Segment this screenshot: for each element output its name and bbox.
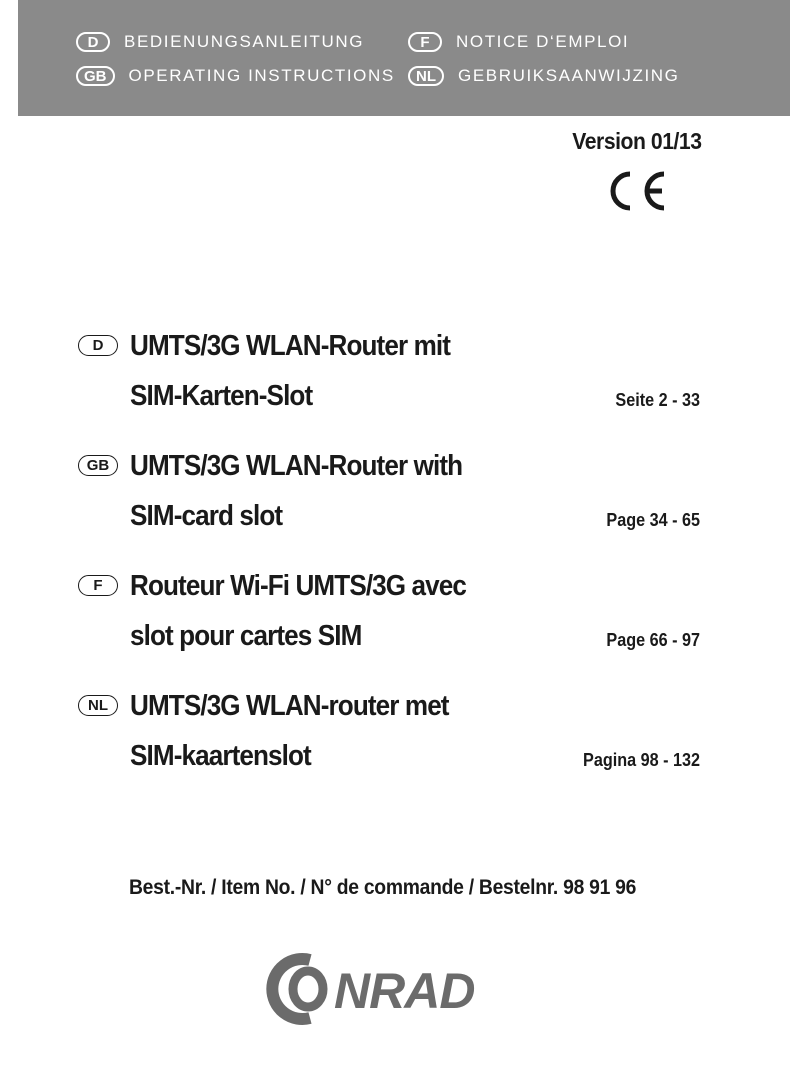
header-row-nl bbox=[408, 66, 680, 86]
header-title-d: BEDIENUNGSANLEITUNG bbox=[124, 32, 365, 51]
product-title-line2: SIM-card slot bbox=[130, 500, 283, 532]
product-title-line2: SIM-kaartenslot bbox=[130, 740, 311, 772]
ce-mark-icon bbox=[600, 166, 670, 216]
product-title-line1: UMTS/3G WLAN-Router mit bbox=[130, 330, 451, 362]
product-title-line1: UMTS/3G WLAN-router met bbox=[130, 690, 449, 722]
item-number: Best.-Nr. / Item No. / N° de commande / Bestelnr. 98 91 96 bbox=[129, 876, 637, 899]
language-badge-nl: NL bbox=[78, 695, 118, 716]
product-title-line2: SIM-Karten-Slot bbox=[130, 380, 313, 412]
language-badge-d: D bbox=[76, 32, 110, 52]
language-badge-f: F bbox=[78, 575, 118, 596]
language-badge-gb: GB bbox=[78, 455, 118, 476]
svg-text:NRAD: NRAD bbox=[334, 963, 475, 1019]
page-range: Seite 2 - 33 bbox=[615, 390, 700, 410]
language-badge-d: D bbox=[78, 335, 118, 356]
language-badge-gb: GB bbox=[76, 66, 115, 86]
header-row-f bbox=[408, 32, 629, 52]
language-badge-f: F bbox=[408, 32, 442, 52]
page-range: Page 66 - 97 bbox=[606, 630, 700, 650]
conrad-logo bbox=[258, 950, 520, 1028]
header-row-gb bbox=[76, 66, 395, 86]
page-range: Pagina 98 - 132 bbox=[582, 750, 700, 770]
product-title-line1: Routeur Wi-Fi UMTS/3G avec bbox=[130, 570, 467, 602]
header-band bbox=[18, 0, 790, 116]
header-title-nl: GEBRUIKSAANWIJZING bbox=[458, 66, 680, 85]
language-badge-nl: NL bbox=[408, 66, 444, 86]
product-title-line1: UMTS/3G WLAN-Router with bbox=[130, 450, 463, 482]
page-range: Page 34 - 65 bbox=[606, 510, 700, 530]
header-title-f: NOTICE D‘EMPLOI bbox=[456, 32, 630, 51]
version-label: Version 01/13 bbox=[572, 128, 702, 154]
product-title-line2: slot pour cartes SIM bbox=[130, 620, 362, 652]
header-row-d bbox=[76, 32, 364, 52]
header-title-gb: OPERATING INSTRUCTIONS bbox=[128, 66, 395, 85]
